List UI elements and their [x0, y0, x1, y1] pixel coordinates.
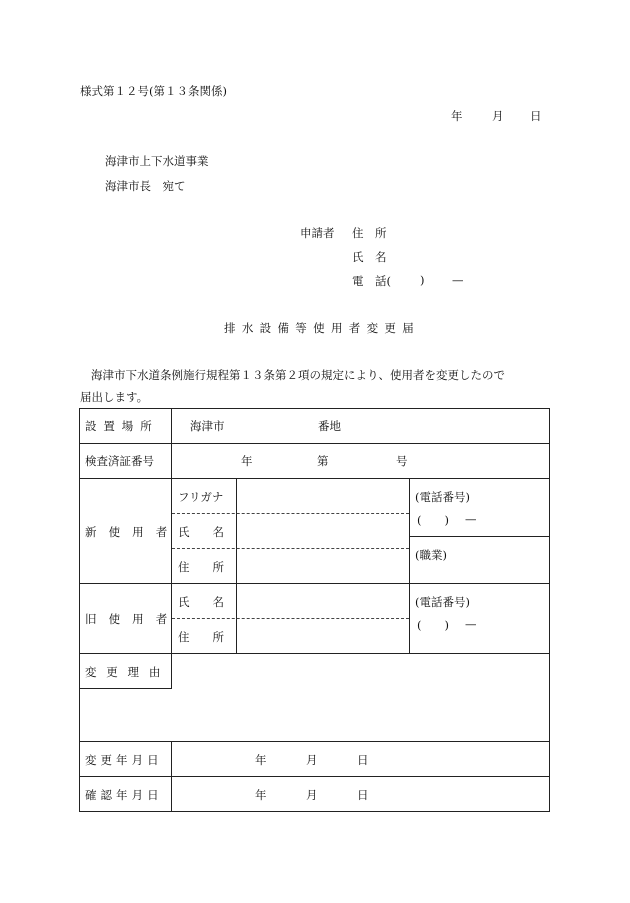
inspection-year: 年 — [241, 454, 253, 468]
document-title: 排水設備等使用者変更届 — [224, 321, 421, 335]
location-label: 設置場所 — [85, 419, 159, 433]
confirm-date-year: 年 — [255, 788, 267, 802]
new-address-label: 住 所 — [178, 560, 224, 574]
applicant-phone-close: ) — [420, 273, 425, 287]
change-date-month: 月 — [306, 753, 318, 767]
body-line-2: 届出します。 — [80, 390, 149, 404]
old-user-label: 旧使用者 — [85, 612, 180, 626]
applicant-label: 申請者 — [300, 226, 335, 240]
applicant-name-label: 氏 名 — [352, 250, 387, 264]
applicant-address-label: 住 所 — [352, 226, 387, 240]
new-furigana-label: フリガナ — [178, 490, 224, 504]
new-phone-paren: ( ) — [417, 513, 449, 527]
old-address-label: 住 所 — [178, 630, 224, 644]
form-number: 様式第１２号(第１３条関係) — [80, 84, 227, 98]
old-phone-label: (電話番号) — [415, 595, 470, 609]
new-user-label: 新使用者 — [85, 525, 180, 539]
date-month: 月 — [492, 109, 504, 123]
new-phone-dash: — — [465, 512, 477, 526]
new-name-label: 氏 名 — [178, 525, 224, 539]
body-line-1: 海津市下水道条例施行規程第１３条第２項の規定により、使用者を変更したので — [91, 368, 505, 382]
applicant-phone-label: 電 話( — [352, 274, 391, 288]
date-year: 年 — [451, 109, 463, 123]
inspection-dai: 第 — [317, 454, 329, 468]
old-phone-dash: — — [465, 617, 477, 631]
inspection-label: 検査済証番号 — [85, 454, 154, 468]
inspection-go: 号 — [396, 454, 408, 468]
change-date-label: 変更年月日 — [85, 753, 163, 767]
confirm-date-month: 月 — [306, 788, 318, 802]
new-phone-label: (電話番号) — [415, 490, 470, 504]
change-date-year: 年 — [255, 753, 267, 767]
date-day: 日 — [530, 109, 542, 123]
confirm-date-label: 確認年月日 — [85, 788, 163, 802]
confirm-date-day: 日 — [357, 788, 369, 802]
addressee-mayor: 海津市長 宛て — [105, 179, 186, 193]
addressee-org: 海津市上下水道事業 — [105, 154, 209, 168]
reason-label: 変更理由 — [85, 665, 171, 679]
location-prefix: 海津市 — [190, 419, 225, 433]
new-job-label: (職業) — [415, 548, 447, 562]
change-date-day: 日 — [357, 753, 369, 767]
old-name-label: 氏 名 — [178, 595, 224, 609]
old-phone-paren: ( ) — [417, 618, 449, 632]
location-suffix: 番地 — [318, 419, 341, 433]
applicant-phone-dash: — — [452, 273, 464, 287]
